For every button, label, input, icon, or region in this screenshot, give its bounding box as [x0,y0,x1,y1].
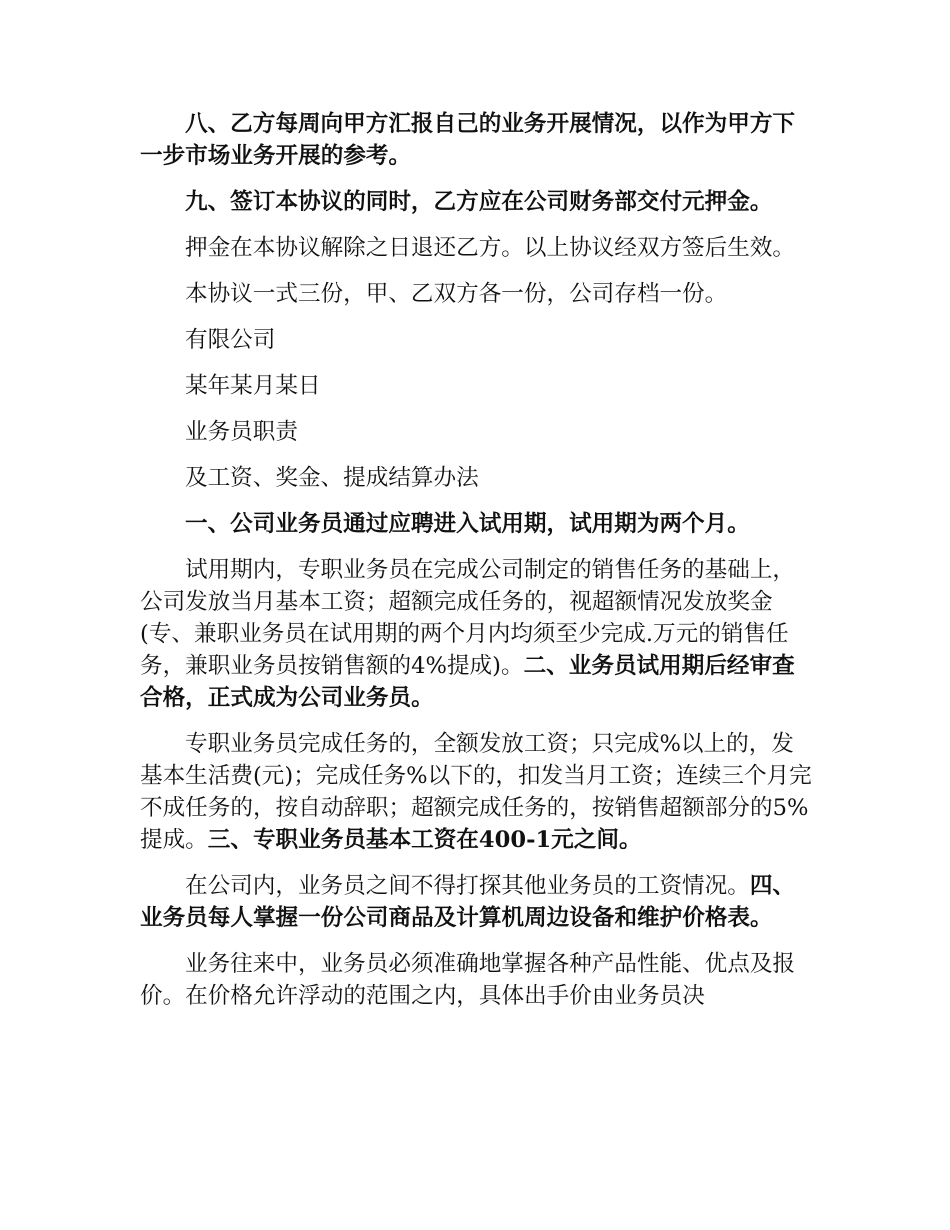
section-four: 四、业务员每人掌握一份公司商品及计算机周边设备和维护价格表。 [140,873,796,931]
section-two: 二、业务员试用期后经审查合格，正式成为公司业务员。 [140,653,795,711]
business-paragraph: 业务往来中，业务员必须准确地掌握各种产品性能、优点及报价。在价格允许浮动的范围之内，具体出手价由业务员决 [140,951,796,1009]
section-one: 一、公司业务员通过应聘进入试用期，试用期为两个月。 [185,511,750,537]
pay-heading: 及工资、奖金、提成结算办法 [185,465,479,491]
trial-paragraph [140,554,812,714]
section-three: 三、专职业务员基本工资在400-1元之间。 [207,827,642,853]
privacy-paragraph [140,870,812,934]
fulltime-text: 专职业务员完成任务的，全额发放工资；只完成%以上的，发基本生活费(元)；完成任务%以下的，扣发当月工资；连续三个月完不成任务的，按自动辞职；超额完成任务的，按销售超额部分的5%提成。 [140,731,812,853]
signing-date: 某年某月某日 [185,373,321,399]
company-signature: 有限公司 [185,327,276,353]
fulltime-paragraph [140,728,812,856]
deposit-paragraph: 押金在本协议解除之日退还乙方。以上协议经双方签后生效。 [185,235,796,261]
clause-eight: 八、乙方每周向甲方汇报自己的业务开展情况，以作为甲方下一步市场业务开展的参考。 [140,111,796,169]
privacy-text: 在公司内，业务员之间不得打探其他业务员的工资情况。 [185,873,750,899]
document-page [140,108,812,1026]
copies-paragraph: 本协议一式三份，甲、乙双方各一份，公司存档一份。 [185,281,728,307]
clause-nine: 九、签订本协议的同时，乙方应在公司财务部交付元押金。 [185,189,773,215]
trial-text: 试用期内，专职业务员在完成公司制定的销售任务的基础上，公司发放当月基本工资；超额完成任务的，视超额情况发放奖金(专、兼职业务员在试用期的两个月内均须至少完成.万元的销售任务，兼职业务员按销售额的4%提成)。 [140,557,796,679]
duty-heading: 业务员职责 [185,419,298,445]
